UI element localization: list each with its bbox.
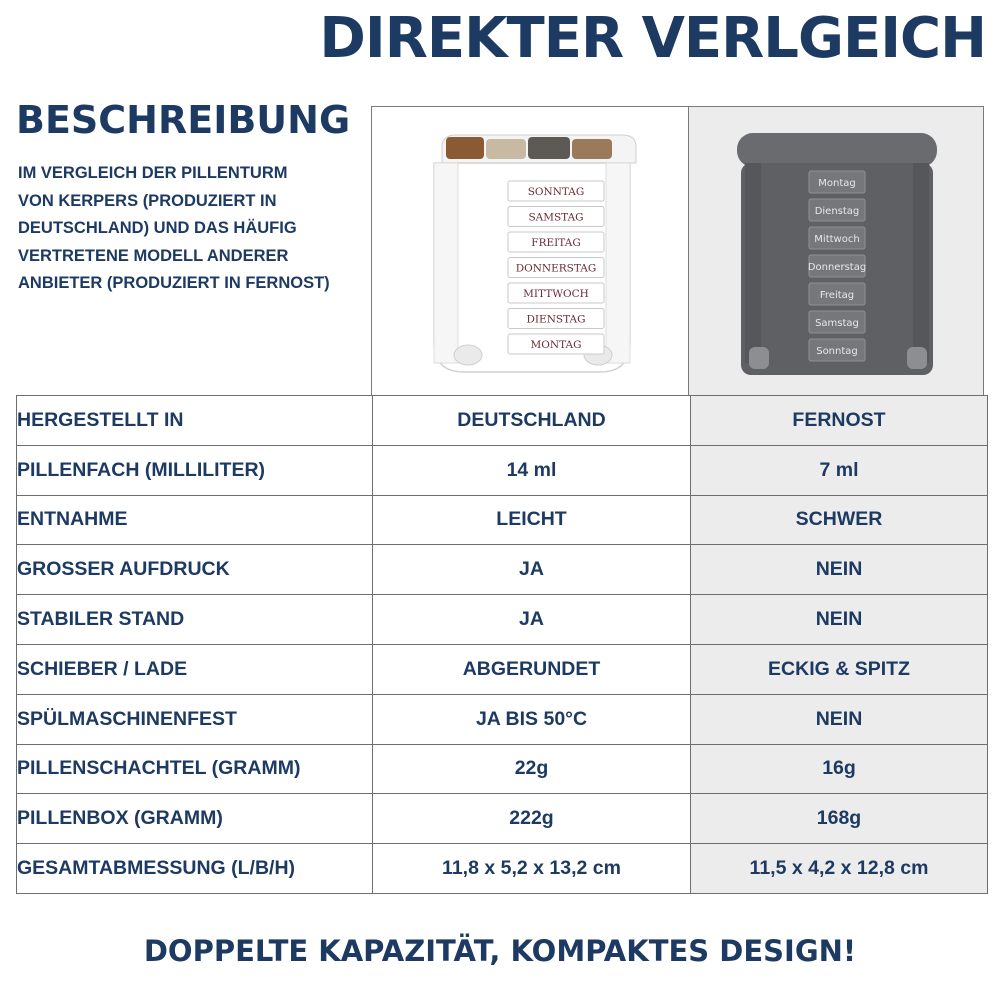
drawer-day-label: FREITAG	[531, 237, 581, 249]
value-deutschland: ABGERUNDET	[373, 644, 691, 694]
pill-tower-white-illustration	[372, 107, 690, 396]
table-row	[17, 744, 988, 794]
table-row	[17, 844, 988, 894]
value-deutschland: JA BIS 50°C	[373, 694, 691, 744]
row-label: PILLENFACH (MILLILITER)	[17, 445, 373, 495]
value-fernost: NEIN	[691, 595, 988, 645]
drawer-day-label: SAMSTAG	[528, 211, 584, 224]
comparison-table	[16, 395, 988, 894]
footer-slogan: DOPPELTE KAPAZITÄT, KOMPAKTES DESIGN!	[143, 934, 857, 968]
value-fernost: ECKIG & SPITZ	[691, 644, 988, 694]
table-row	[17, 545, 988, 595]
table-row	[17, 694, 988, 744]
drawer-day-label: Montag	[818, 178, 856, 189]
value-deutschland: JA	[373, 595, 691, 645]
drawer-day-label: MONTAG	[530, 339, 582, 351]
value-deutschland: 11,8 x 5,2 x 13,2 cm	[373, 844, 691, 894]
value-deutschland: 222g	[373, 794, 691, 844]
row-label: PILLENSCHACHTEL (GRAMM)	[17, 744, 373, 794]
drawer-day-label: Donnerstag	[807, 262, 867, 273]
pet-photo	[528, 137, 570, 159]
drawer-day-label: Dienstag	[814, 206, 860, 217]
page-title: DIREKTER VERLGEICH	[319, 6, 986, 71]
row-label: SCHIEBER / LADE	[17, 644, 373, 694]
table-row	[17, 495, 988, 545]
value-fernost: SCHWER	[691, 495, 988, 545]
value-fernost: 11,5 x 4,2 x 12,8 cm	[691, 844, 988, 894]
drawer-day-label: Samstag	[815, 318, 859, 329]
value-fernost: NEIN	[691, 545, 988, 595]
description-line: VERTRETENE MODELL ANDERER	[18, 246, 289, 265]
value-fernost: 7 ml	[691, 445, 988, 495]
value-deutschland: 22g	[373, 744, 691, 794]
drawer-day-label: SONNTAG	[527, 186, 585, 198]
table-row	[17, 396, 988, 446]
description-line: ANBIETER (PRODUZIERT IN FERNOST)	[18, 274, 330, 292]
product-image-de	[371, 106, 689, 395]
table-row	[17, 595, 988, 645]
value-deutschland: LEICHT	[373, 495, 691, 545]
description-heading: BESCHREIBUNG	[16, 98, 351, 142]
value-fernost: 168g	[691, 794, 988, 844]
value-fernost: NEIN	[691, 694, 988, 744]
drawer-day-label: Mittwoch	[814, 234, 860, 245]
table-row	[17, 794, 988, 844]
row-label: PILLENBOX (GRAMM)	[17, 794, 373, 844]
description-text	[18, 160, 368, 298]
row-label: GROSSER AUFDRUCK	[17, 545, 373, 595]
table-row	[17, 445, 988, 495]
row-label: HERGESTELLT IN	[17, 396, 373, 446]
dog-photo	[446, 137, 484, 159]
value-deutschland: 14 ml	[373, 445, 691, 495]
row-label: ENTNAHME	[17, 495, 373, 545]
product-image-fe	[688, 106, 984, 395]
description-line: DEUTSCHLAND) UND DAS HÄUFIG	[18, 219, 297, 237]
table-row	[17, 644, 988, 694]
description-line: IM VERGLEICH DER PILLENTURM	[18, 164, 288, 182]
drawer-day-label: DIENSTAG	[526, 313, 586, 326]
value-fernost: FERNOST	[691, 396, 988, 446]
drawer-day-label: MITTWOCH	[523, 288, 589, 300]
pill-tower-grey-illustration	[689, 107, 985, 396]
value-deutschland: JA	[373, 545, 691, 595]
row-label: GESAMTABMESSUNG (L/B/H)	[17, 844, 373, 894]
value-deutschland: DEUTSCHLAND	[373, 396, 691, 446]
value-fernost: 16g	[691, 744, 988, 794]
row-label: SPÜLMASCHINENFEST	[17, 694, 373, 744]
row-label: STABILER STAND	[17, 595, 373, 645]
drawer-day-label: Freitag	[819, 290, 855, 301]
description-line: VON KERPERS (PRODUZIERT IN	[18, 191, 277, 210]
cat-photo	[486, 139, 526, 159]
drawer-day-label: DONNERSTAG	[515, 262, 597, 275]
pet-photo	[572, 139, 612, 159]
drawer-day-label: Sonntag	[816, 346, 858, 357]
